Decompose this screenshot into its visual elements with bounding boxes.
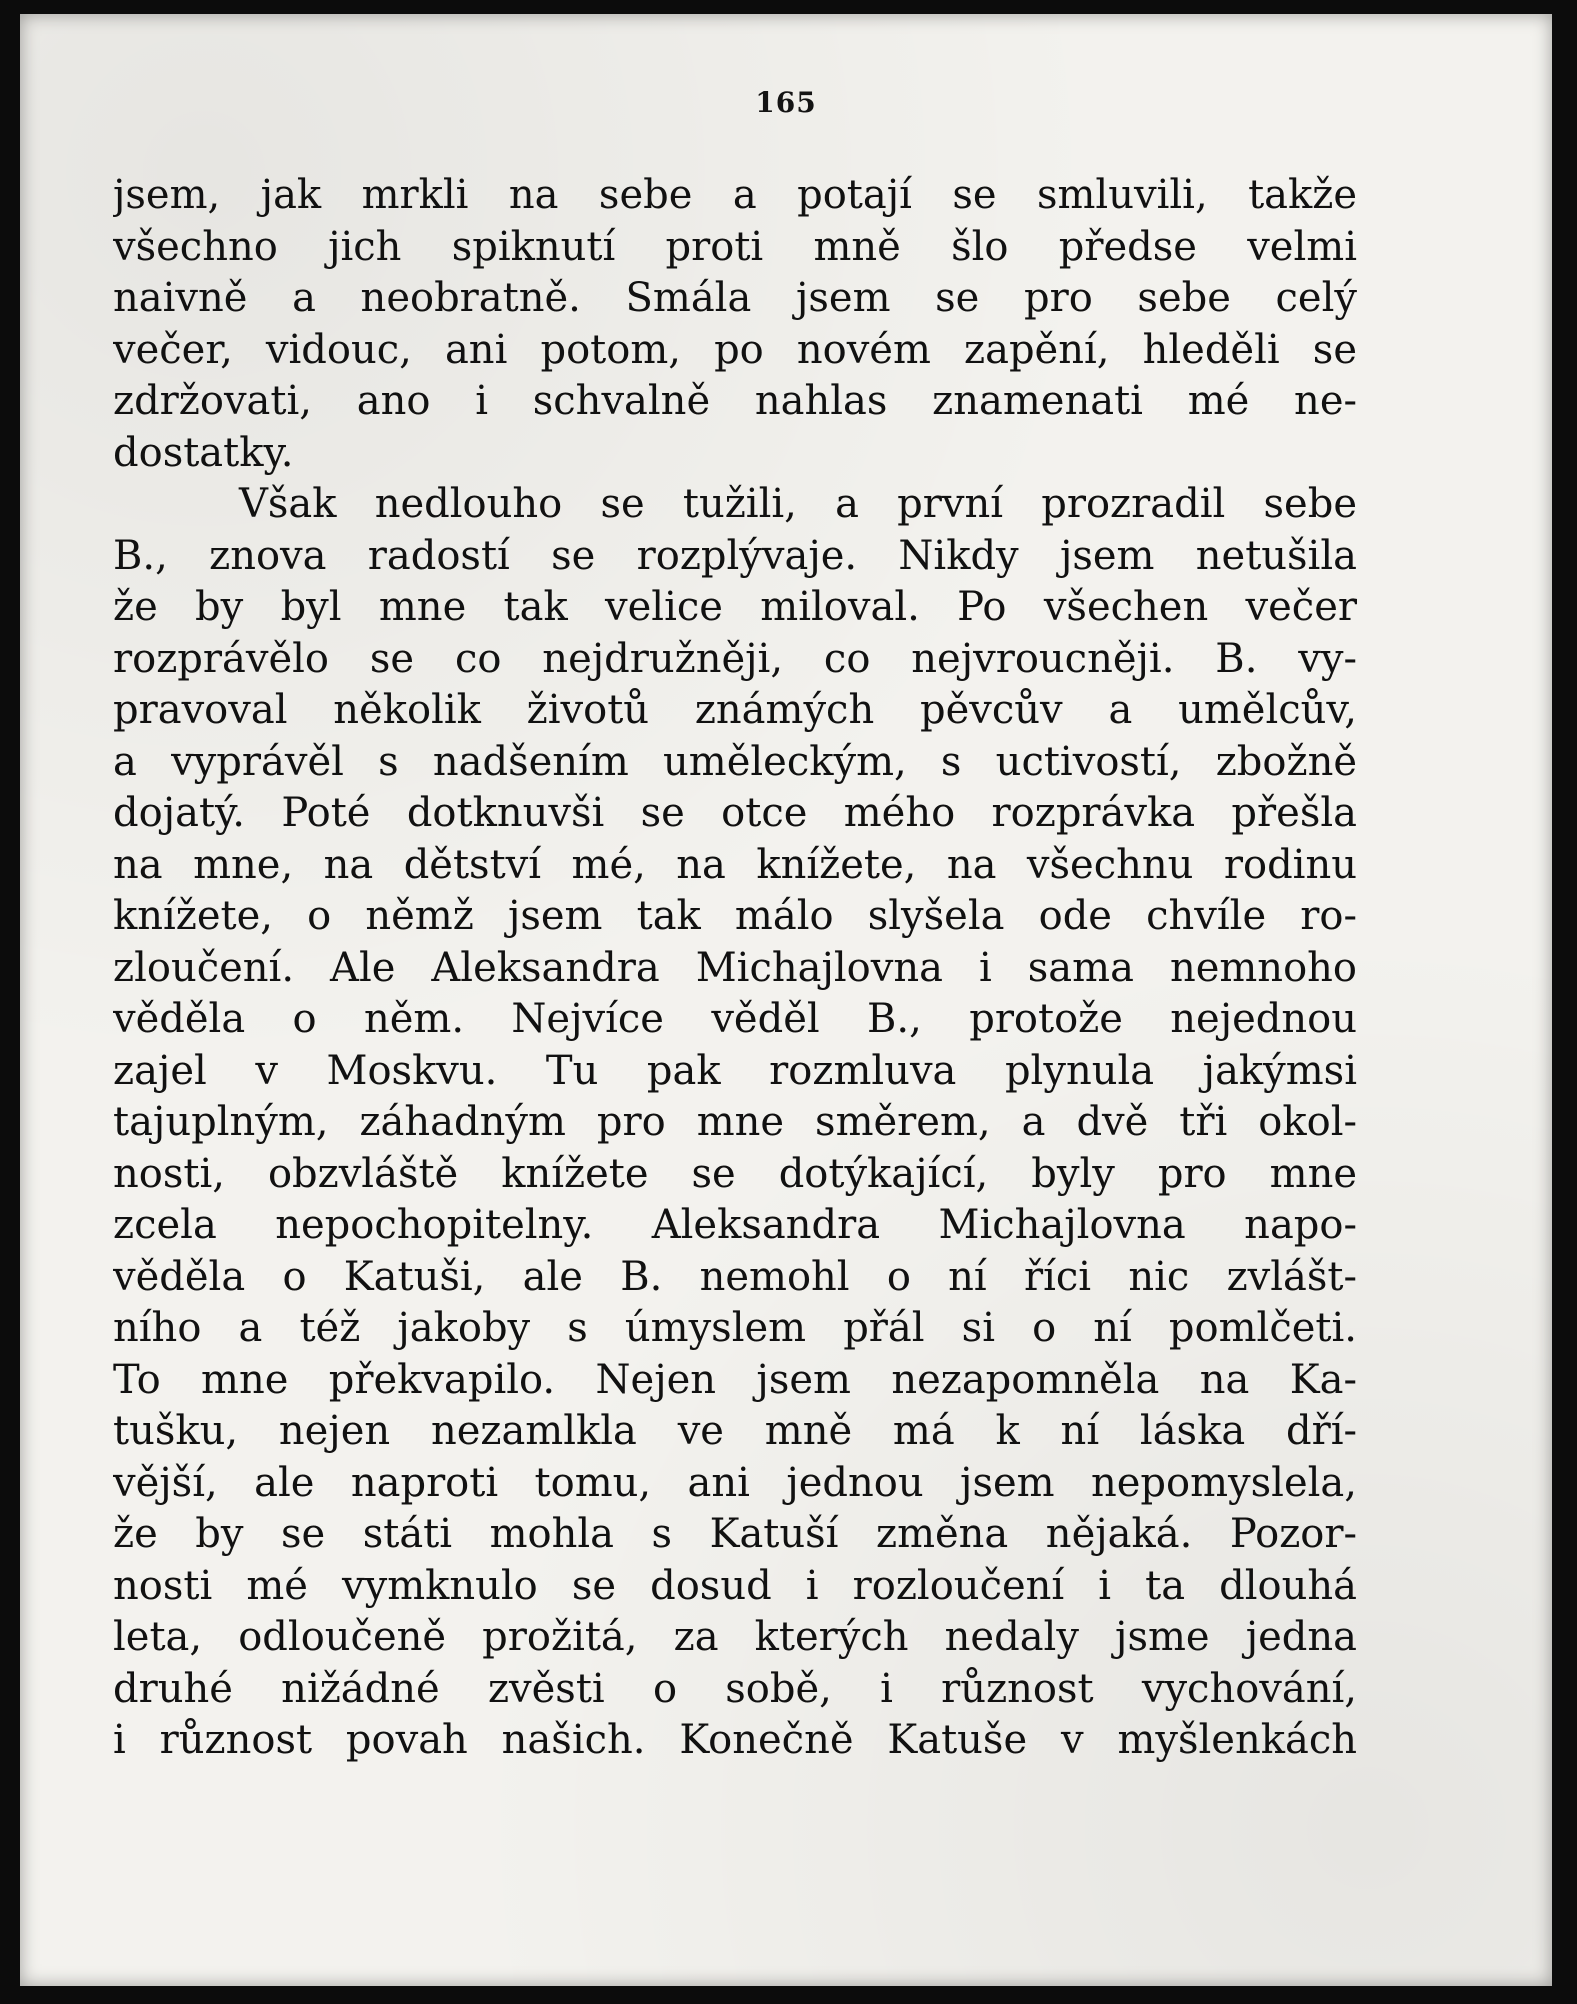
text-line: věděla o Katuši, ale B. nemohl o ní říci nic zvlášt-: [113, 1253, 1357, 1300]
paragraph-first-line: Však nedlouho se tužili, a první prozradil sebe: [239, 481, 1357, 527]
text-line: ního a též jakoby s úmyslem přál si o ní pomlčeti.: [113, 1305, 1357, 1351]
text-line: tajuplným, záhadným pro mne směrem, a dvě tři okol-: [113, 1099, 1357, 1145]
text-line: a vyprávěl s nadšením uměleckým, s uctivostí, zbožně: [113, 738, 1357, 785]
text-line: To mne překvapilo. Nejen jsem nezapomněla na Ka-: [113, 1356, 1357, 1403]
text-line: i různost povah našich. Konečně Katuše v myšlenkách: [113, 1717, 1357, 1763]
text-line: zloučení. Ale Aleksandra Michajlovna i sama nemnoho: [113, 944, 1357, 991]
text-line: jsem, jak mrkli na sebe a potají se smluvili, takže: [113, 172, 1357, 218]
page-number: 165: [755, 86, 817, 119]
text-line: zajel v Moskvu. Tu pak rozmluva plynula jakýmsi: [113, 1047, 1357, 1094]
text-line: vější, ale naproti tomu, ani jednou jsem nepomyslela,: [113, 1459, 1357, 1506]
text-line: na mne, na dětství mé, na knížete, na všechnu rodinu: [113, 841, 1357, 888]
text-line: tušku, nejen nezamlkla ve mně má k ní láska dří-: [113, 1408, 1357, 1454]
text-line: pravoval několik životů známých pěvcův a umělcův,: [113, 687, 1357, 733]
book-page: [20, 14, 1552, 1986]
text-line: dojatý. Poté dotknuvši se otce mého rozprávka přešla: [113, 790, 1357, 836]
text-line: věděla o něm. Nejvíce věděl B., protože nejednou: [113, 996, 1357, 1042]
text-line: zdržovati, ano i schvalně nahlas znamenati mé ne-: [113, 378, 1357, 424]
text-line: všechno jich spiknutí proti mně šlo předse velmi: [113, 223, 1357, 270]
text-line: B., znova radostí se rozplývaje. Nikdy jsem netušila: [113, 532, 1357, 579]
text-line: že by byl mne tak velice miloval. Po všechen večer: [113, 584, 1357, 630]
text-line: že by se státi mohla s Katuší změna nějaká. Pozor-: [113, 1511, 1357, 1557]
text-line: zcela nepochopitelny. Aleksandra Michajlovna napo-: [113, 1202, 1357, 1248]
text-line: leta, odloučeně prožitá, za kterých nedaly jsme jedna: [113, 1614, 1357, 1660]
text-line: knížete, o němž jsem tak málo slyšela ode chvíle ro-: [113, 893, 1357, 939]
text-line: nosti, obzvláště knížete se dotýkající, byly pro mne: [113, 1150, 1357, 1197]
text-line: naivně a neobratně. Smála jsem se pro sebe celý: [113, 275, 1357, 321]
text-line: dostatky.: [113, 429, 294, 476]
text-line: druhé nižádné zvěsti o sobě, i různost vychování,: [113, 1665, 1357, 1712]
text-line: večer, vidouc, ani potom, po novém zapění, hleděli se: [113, 326, 1357, 373]
text-line: nosti mé vymknulo se dosud i rozloučení i ta dlouhá: [113, 1562, 1357, 1609]
body-text: [113, 170, 1357, 1767]
text-line: rozprávělo se co nejdružněji, co nejvroucněji. B. vy-: [113, 635, 1357, 682]
